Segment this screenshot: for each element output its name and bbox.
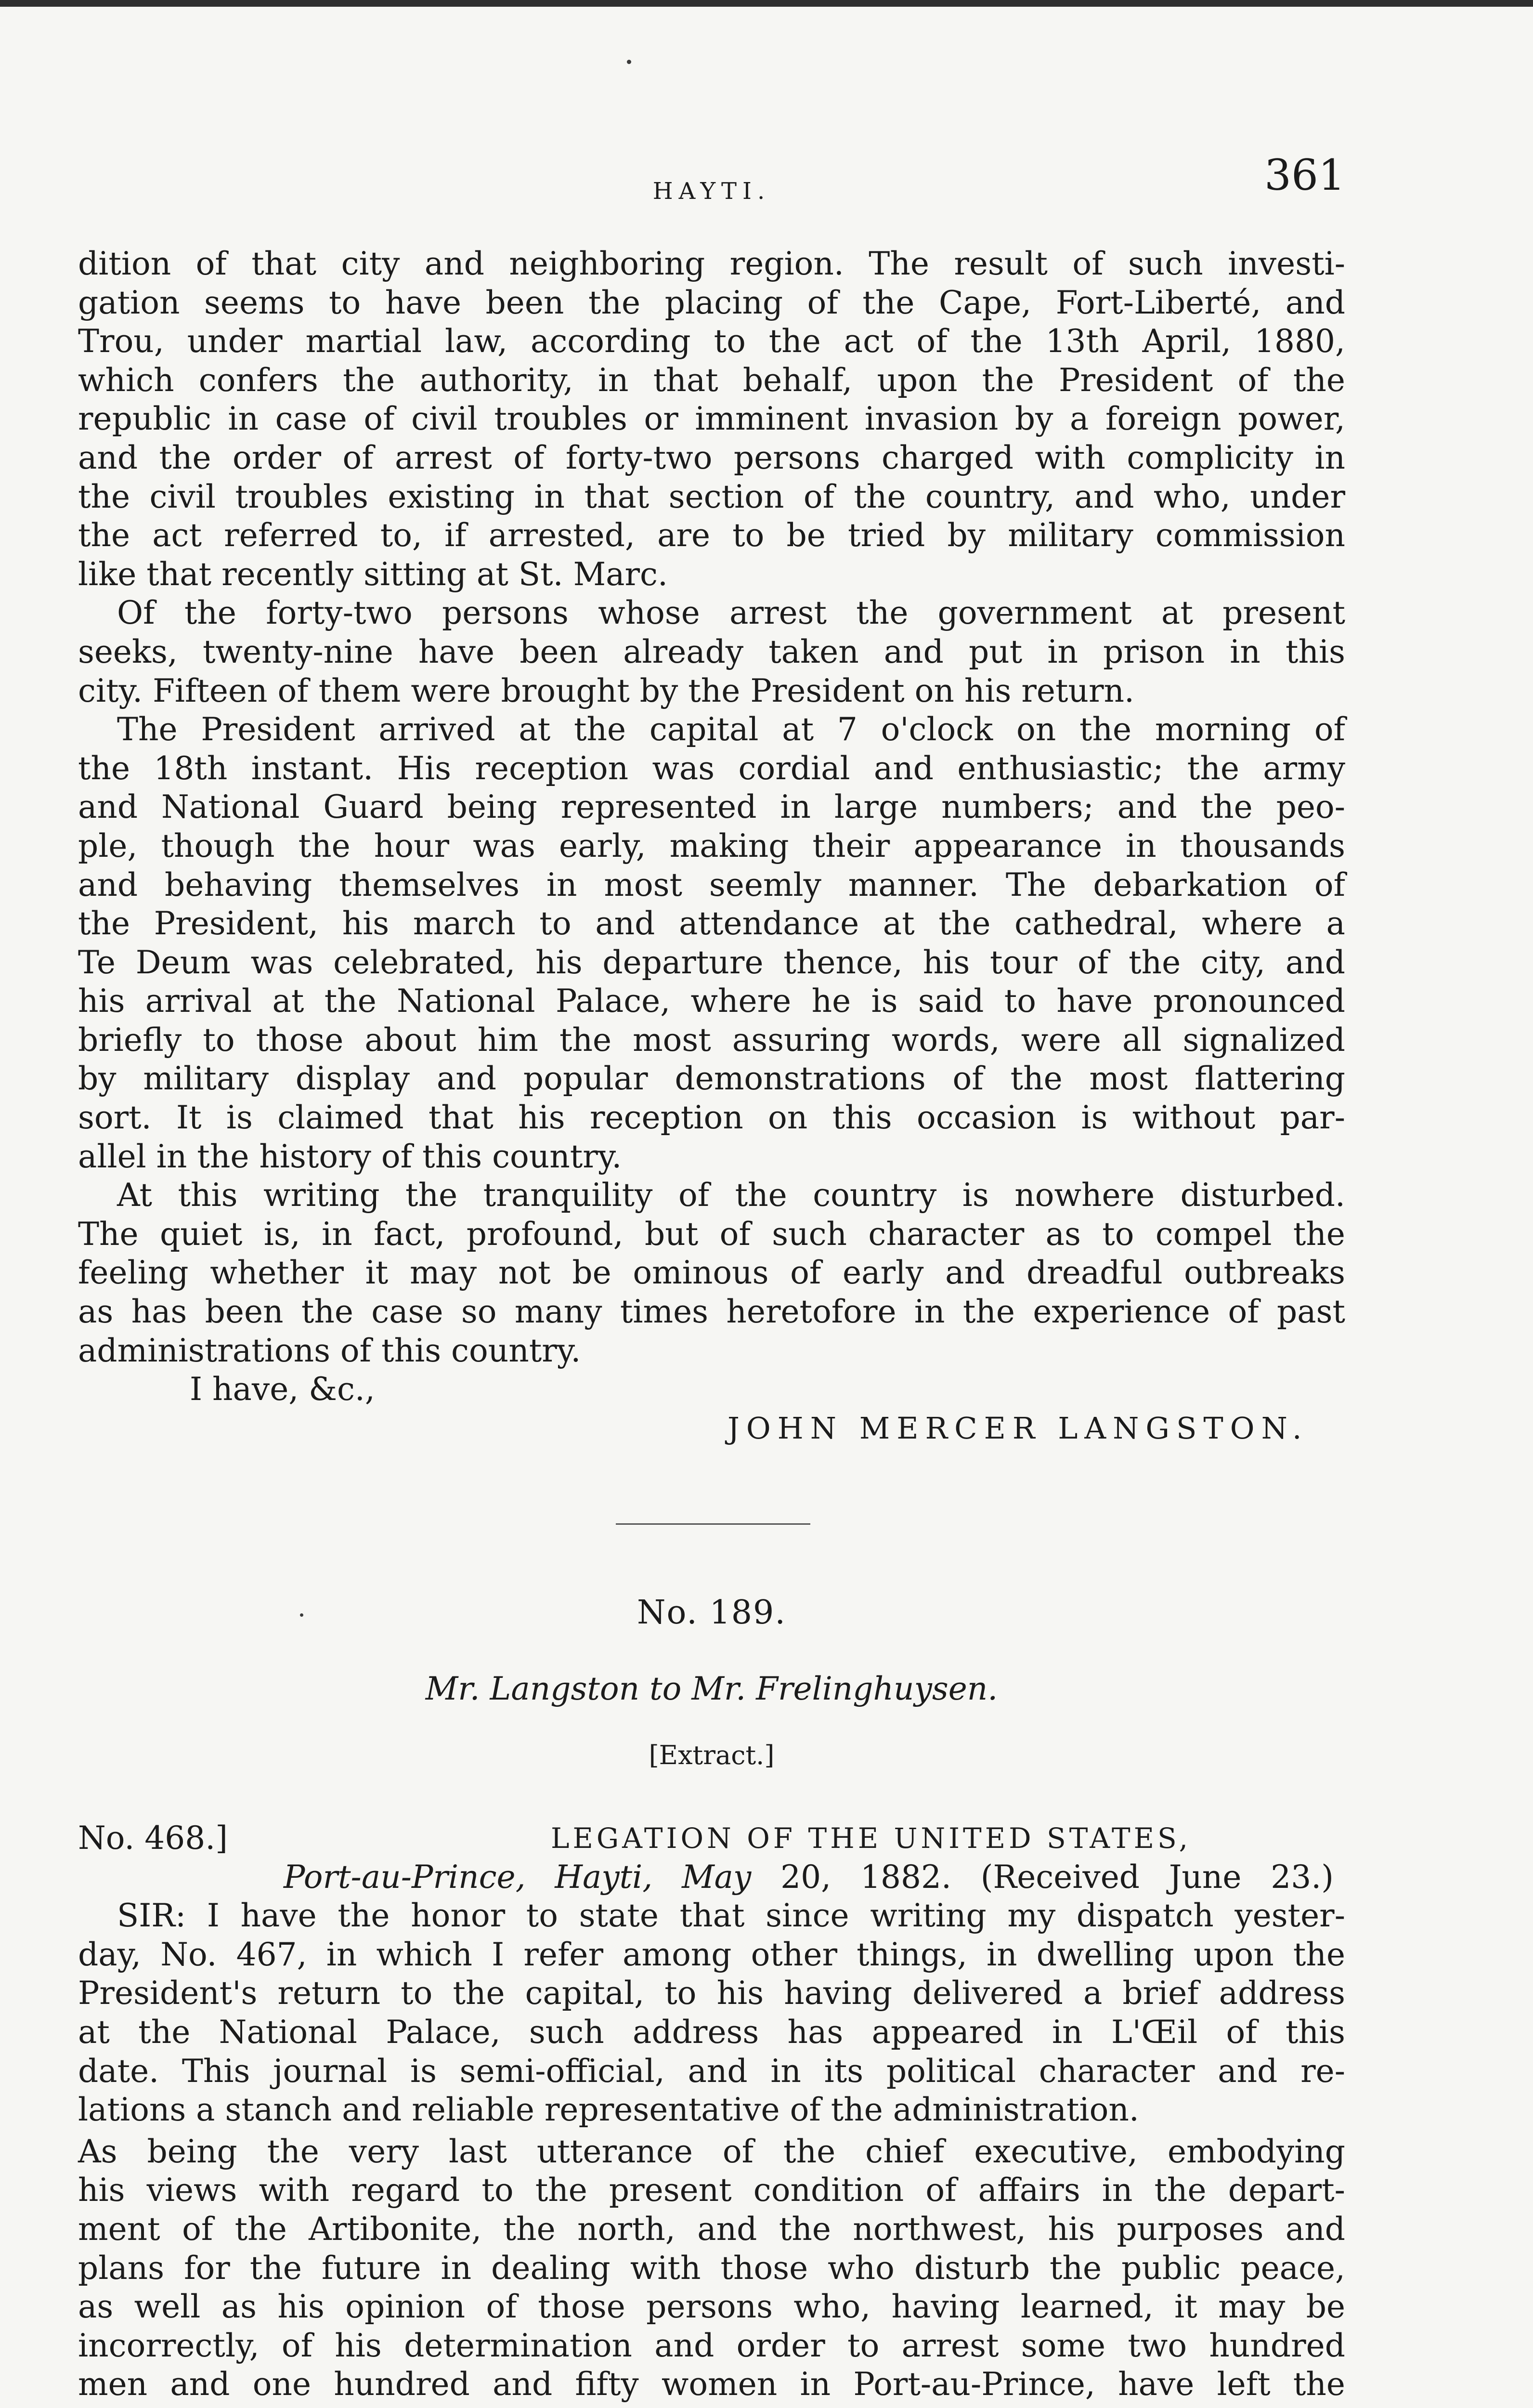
- text-line: Te Deum was celebrated, his departure thence, his tour of the city, and: [78, 943, 1345, 981]
- dispatch-number: No. 468.]: [78, 1819, 228, 1857]
- text-line: sort. It is claimed that his reception on this occasion is without par-: [78, 1099, 1345, 1137]
- scan-edge: [0, 0, 1533, 7]
- place: Port-au-Prince, Hayti, May: [284, 1858, 752, 1896]
- text-line: ple, though the hour was early, making their appearance in thousands: [78, 827, 1345, 864]
- scan-speck: [627, 60, 631, 64]
- paragraph: [78, 2133, 1345, 2404]
- text-line: Of the forty-two persons whose arrest the government at present: [117, 594, 1345, 632]
- text-line: which confers the authority, in that behalf, upon the President of the: [78, 361, 1345, 399]
- text-line: his arrival at the National Palace, where he is said to have pronounced: [78, 982, 1345, 1020]
- text-line: date. This journal is semi-official, and in its political character and re-: [78, 2052, 1345, 2090]
- text-line: The quiet is, in fact, profound, but of such character as to compel the: [78, 1215, 1345, 1253]
- text-line: as has been the case so many times heretofore in the experience of past: [78, 1293, 1345, 1331]
- text-line: like that recently sitting at St. Marc.: [78, 555, 668, 593]
- signature: JOHN MERCER LANGSTON.: [728, 1410, 1309, 1446]
- text-line: dition of that city and neighboring region. The result of such investi-: [78, 245, 1345, 282]
- text-line: day, No. 467, in which I refer among other things, in dwelling upon the: [78, 1936, 1345, 1973]
- legation-heading: LEGATION OF THE UNITED STATES,: [551, 1822, 1192, 1855]
- text-line: and behaving themselves in most seemly manner. The debarkation of: [78, 866, 1345, 903]
- text-line: The President arrived at the capital at 7 o'clock on the morning of: [117, 711, 1345, 748]
- text-line: President's return to the capital, to his having delivered a brief address: [78, 1975, 1345, 2012]
- dispatch-header: [78, 1819, 1345, 1858]
- text-line: Trou, under martial law, according to the act of the 13th April, 1880,: [78, 323, 1345, 360]
- document-number: No. 189.: [637, 1594, 786, 1632]
- paragraph: [78, 1176, 1345, 1370]
- text-line: ment of the Artibonite, the north, and the northwest, his purposes and: [78, 2210, 1345, 2248]
- dispatch-468: [78, 1819, 1345, 2404]
- paragraph: [78, 594, 1345, 710]
- letter-continuation: [78, 245, 1345, 1448]
- text-line: At this writing the tranquility of the country is nowhere disturbed.: [117, 1177, 1345, 1214]
- text-line: lations a stanch and reliable representative of the administration.: [78, 2091, 1139, 2129]
- text-line: seeks, twenty-nine have been already taken and put in prison in this: [78, 633, 1345, 670]
- paragraph: [78, 710, 1345, 1176]
- text-line: and National Guard being represented in large numbers; and the peo-: [78, 788, 1345, 826]
- place-date-line: [78, 1858, 1345, 1897]
- text-line: administrations of this country.: [78, 1332, 581, 1369]
- text-line: gation seems to have been the placing of the Cape, Fort-Liberté, and: [78, 284, 1345, 321]
- text-line: SIR: I have the honor to state that since writing my dispatch yester-: [117, 1897, 1345, 1935]
- text-line: As being the very last utterance of the chief executive, embodying: [78, 2133, 1345, 2170]
- text-line: the act referred to, if arrested, are to be tried by military commission: [78, 517, 1345, 554]
- text-line: by military display and popular demonstrations of the most flattering: [78, 1060, 1345, 1098]
- text-line: briefly to those about him the most assuring words, were all signalized: [78, 1021, 1345, 1059]
- text-line: republic in case of civil troubles or imminent invasion by a foreign power,: [78, 400, 1345, 438]
- text-line: allel in the history of this country.: [78, 1138, 622, 1175]
- text-line: at the National Palace, such address has appeared in L'Œil of this: [78, 2013, 1345, 2051]
- text-line: the 18th instant. His reception was cordial and enthusiastic; the army: [78, 749, 1345, 787]
- extract-note: [Extract.]: [649, 1740, 775, 1770]
- page-number: 361: [1264, 150, 1345, 200]
- text-line: the President, his march to and attendance at the cathedral, where a: [78, 905, 1345, 942]
- running-title: HAYTI.: [652, 178, 771, 205]
- closing: I have, &c.,: [190, 1371, 375, 1408]
- received-note: (Received June 23.): [980, 1858, 1334, 1896]
- text-line: plans for the future in dealing with those who disturb the public peace,: [78, 2249, 1345, 2287]
- text-line: feeling whether it may not be ominous of early and dreadful outbreaks: [78, 1254, 1345, 1292]
- text-line: men and one hundred and fifty women in Port-au-Prince, have left the: [78, 2366, 1345, 2403]
- date: 20, 1882.: [780, 1858, 951, 1896]
- paragraph: [78, 1897, 1345, 2130]
- text-line: as well as his opinion of those persons who, having learned, it may be: [78, 2288, 1345, 2326]
- text-line: city. Fifteen of them were brought by the President on his return.: [78, 672, 1135, 709]
- text-line: his views with regard to the present condition of affairs in the depart-: [78, 2172, 1345, 2209]
- section-divider: [616, 1523, 810, 1525]
- paragraph: [78, 245, 1345, 594]
- text-line: the civil troubles existing in that section of the country, and who, under: [78, 478, 1345, 515]
- text-line: and the order of arrest of forty-two persons charged with complicity in: [78, 439, 1345, 476]
- text-line: incorrectly, of his determination and order to arrest some two hundred: [78, 2327, 1345, 2364]
- document-heading: Mr. Langston to Mr. Frelinghuysen.: [425, 1670, 998, 1707]
